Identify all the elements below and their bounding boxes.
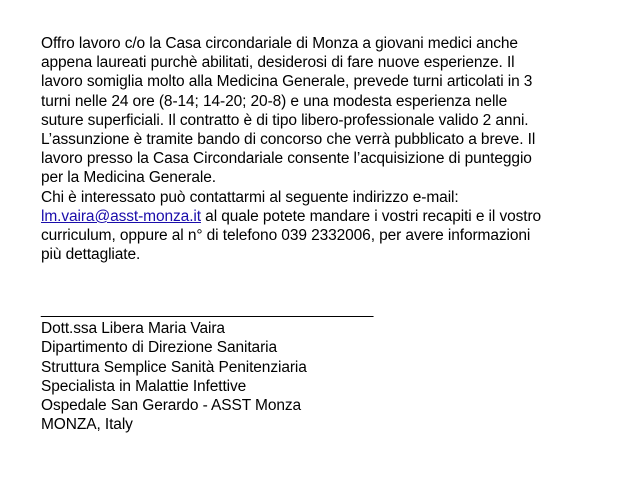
job-offer-text [41,34,611,264]
body-line-8: per la Medicina Generale. [41,169,216,187]
body-line-6: L’assunzione è tramite bando di concorso che verrà pubblicato a breve. Il [41,131,536,149]
body-line-10 [41,207,611,226]
signature-unit: Struttura Semplice Sanità Penitenziaria [41,358,307,376]
signature-divider: _______________________________________ [41,301,374,318]
body-line-12: più dettagliate. [41,246,141,264]
email-link[interactable]: lm.vaira@asst-monza.it [41,207,201,225]
body-line-1: Offro lavoro c/o la Casa circondariale di Monza a giovani medici anche [41,35,518,52]
body-line-11: curriculum, oppure al n° di telefono 039 2332006, per avere informazioni [41,227,531,245]
body-line-4: turni nelle 24 ore (8-14; 14-20; 20-8) e una modesta esperienza nelle [41,92,508,110]
signature-block [41,300,601,434]
body-line-9: Chi è interessato può contattarmi al seguente indirizzo e-mail: [41,188,459,206]
signature-city: MONZA, Italy [41,416,133,434]
signature-hospital: Ospedale San Gerardo - ASST Monza [41,397,302,415]
body-line-2: appena laureati purchè abilitati, desiderosi di fare nuove esperienze. Il [41,54,515,72]
body-line-7: lavoro presso la Casa Circondariale consente l’acquisizione di punteggio [41,150,532,168]
signature-name: Dott.ssa Libera Maria Vaira [41,320,225,338]
body-line-3: lavoro somiglia molto alla Medicina Generale, prevede turni articolati in 3 [41,73,533,91]
signature-department: Dipartimento di Direzione Sanitaria [41,339,278,357]
body-line-10-rest: al quale potete mandare i vostri recapiti e il vostro [200,207,542,225]
body-line-5: suture superficiali. Il contratto è di tipo libero-professionale valido 2 anni. [41,111,529,129]
signature-specialty: Specialista in Malattie Infettive [41,377,247,395]
